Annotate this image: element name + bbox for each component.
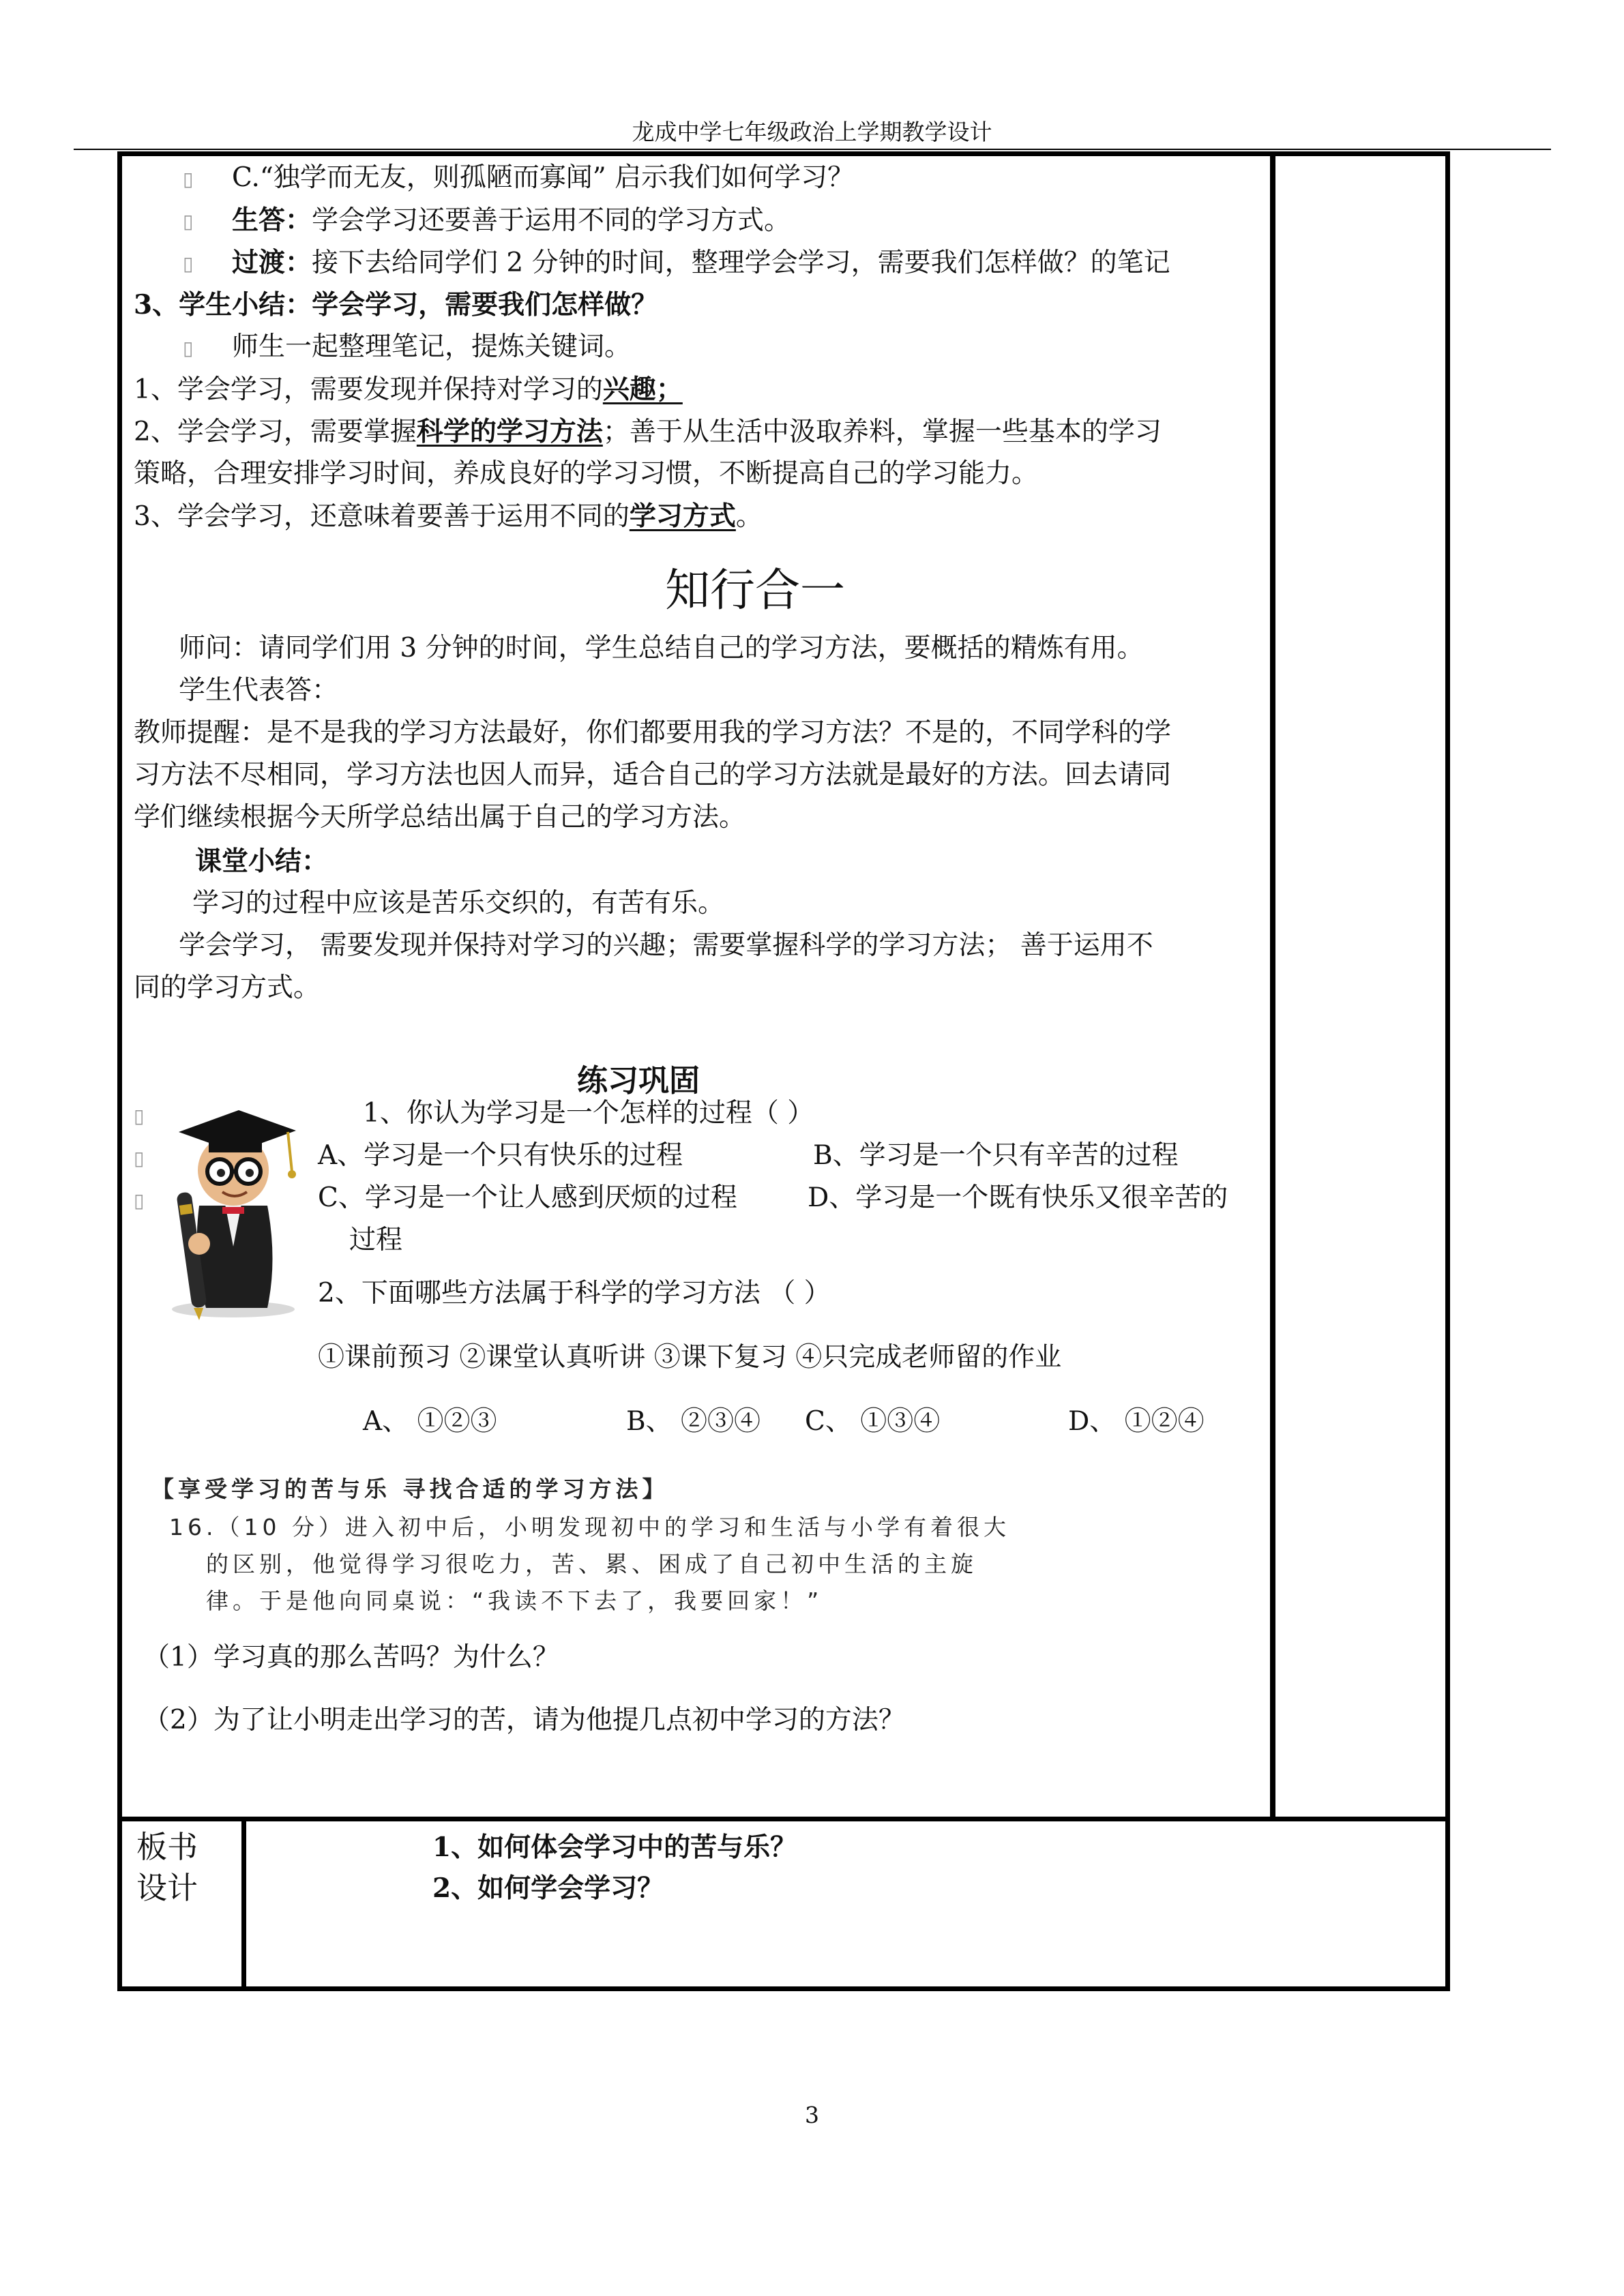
note-line: 师生一起整理笔记，提炼关键词。 [232, 331, 632, 362]
page-header: 龙成中学七年级政治上学期教学设计 [632, 119, 992, 145]
student-rep: 学生代表答： [179, 675, 339, 706]
scanned-line-3: 律。于是他向同桌说：“我读不下去了，我要回家！” [206, 1587, 823, 1614]
practice-title: 练习巩固 [577, 1062, 700, 1099]
bullet-icon: ▯ [183, 337, 194, 359]
scanned-heading: 【享受学习的苦与乐 寻找合适的学习方法】 [151, 1476, 669, 1502]
teacher-remind-2: 习方法不尽相同，学习方法也因人而异，适合自己的学习方法就是最好的方法。回去请同 [134, 760, 1172, 790]
board-item-2: 2、如何学会学习？ [432, 1873, 664, 1904]
exercise-question-1: （1）学习真的那么苦吗？为什么？ [143, 1642, 559, 1673]
graduate-mascot-icon [151, 1090, 329, 1322]
point-2-cont: 策略，合理安排学习时间，养成良好的学习习惯，不断提高自己的学习能力。 [134, 458, 1039, 489]
practice-q2-option-a: A、 ①②③ [363, 1406, 497, 1437]
practice-q2-items: ①课前预习 ②课堂认真听讲 ③课下复习 ④只完成老师留的作业 [318, 1342, 1062, 1373]
scanned-line-2: 的区别，他觉得学习很吃力，苦、累、困成了自己初中生活的主旋 [206, 1551, 977, 1577]
board-row-divider [117, 1817, 1450, 1821]
class-summary-title: 课堂小结： [195, 846, 329, 877]
class-summary-1: 学习的过程中应该是苦乐交织的，有苦有乐。 [192, 888, 725, 919]
practice-q1-option-b: B、学习是一个只有辛苦的过程 [813, 1140, 1179, 1171]
scanned-line-1: 16.（10 分）进入初中后，小明发现初中的学习和生活与小学有着很大 [169, 1514, 1010, 1540]
class-summary-2: 学会学习， 需要发现并保持对学习的兴趣；需要掌握科学的学习方法； 善于运用不 [179, 930, 1153, 961]
practice-q1-option-c: C、学习是一个让人感到厌烦的过程 [318, 1182, 737, 1213]
teacher-question: 师问：请同学们用 3 分钟的时间，学生总结自己的学习方法，要概括的精炼有用。 [179, 633, 1144, 664]
practice-q1-option-a: A、学习是一个只有快乐的过程 [318, 1140, 683, 1171]
class-summary-3: 同的学习方式。 [134, 972, 321, 1003]
student-answer: 生答：学会学习还要善于运用不同的学习方式。 [232, 205, 791, 236]
question-c: C.“独学而无友，则孤陋而寡闻” 启示我们如何学习？ [232, 162, 855, 193]
bullet-icon: ▯ [134, 1105, 145, 1127]
bullet-icon: ▯ [183, 210, 194, 233]
bullet-icon: ▯ [183, 168, 194, 190]
teacher-remind-1: 教师提醒：是不是我的学习方法最好，你们都要用我的学习方法？不是的，不同学科的学 [134, 717, 1172, 748]
page-number: 3 [805, 2102, 819, 2128]
point-1: 1、学会学习，需要发现并保持对学习的兴趣； [134, 374, 683, 405]
board-label-line1: 板书 [136, 1829, 198, 1865]
transition: 过渡：接下去给同学们 2 分钟的时间，整理学会学习，需要我们怎样做？的笔记 [232, 247, 1170, 278]
student-summary-heading: 3、学生小结：学会学习，需要我们怎样做？ [134, 289, 658, 320]
right-column-divider [1270, 151, 1275, 1821]
exercise-question-2: （2）为了让小明走出学习的苦，请为他提几点初中学习的方法？ [143, 1705, 905, 1735]
practice-q2-option-c: C、 ①③④ [805, 1406, 941, 1437]
practice-q1-option-d-cont: 过程 [349, 1225, 403, 1255]
practice-q1-option-d: D、学习是一个既有快乐又很辛苦的 [808, 1182, 1228, 1213]
teacher-remind-3: 学们继续根据今天所学总结出属于自己的学习方法。 [134, 802, 746, 833]
practice-q2: 2、下面哪些方法属于科学的学习方法 （ ） [318, 1278, 831, 1309]
point-2: 2、学会学习，需要掌握科学的学习方法；善于从生活中汲取养料，掌握一些基本的学习 [134, 416, 1162, 447]
practice-q2-option-d: D、 ①②④ [1068, 1406, 1205, 1437]
header-rule [74, 149, 1551, 150]
board-label-line2: 设计 [136, 1870, 198, 1906]
board-item-1: 1、如何体会学习中的苦与乐？ [432, 1832, 797, 1863]
section-title: 知行合一 [665, 564, 845, 616]
bullet-icon: ▯ [134, 1147, 145, 1169]
practice-q2-option-b: B、 ②③④ [626, 1406, 761, 1437]
practice-q1: 1、你认为学习是一个怎样的过程（ ） [363, 1098, 814, 1129]
point-3: 3、学会学习，还意味着要善于运用不同的学习方式。 [134, 501, 763, 532]
bullet-icon: ▯ [134, 1189, 145, 1212]
board-label-divider [241, 1817, 246, 1991]
bullet-icon: ▯ [183, 252, 194, 275]
